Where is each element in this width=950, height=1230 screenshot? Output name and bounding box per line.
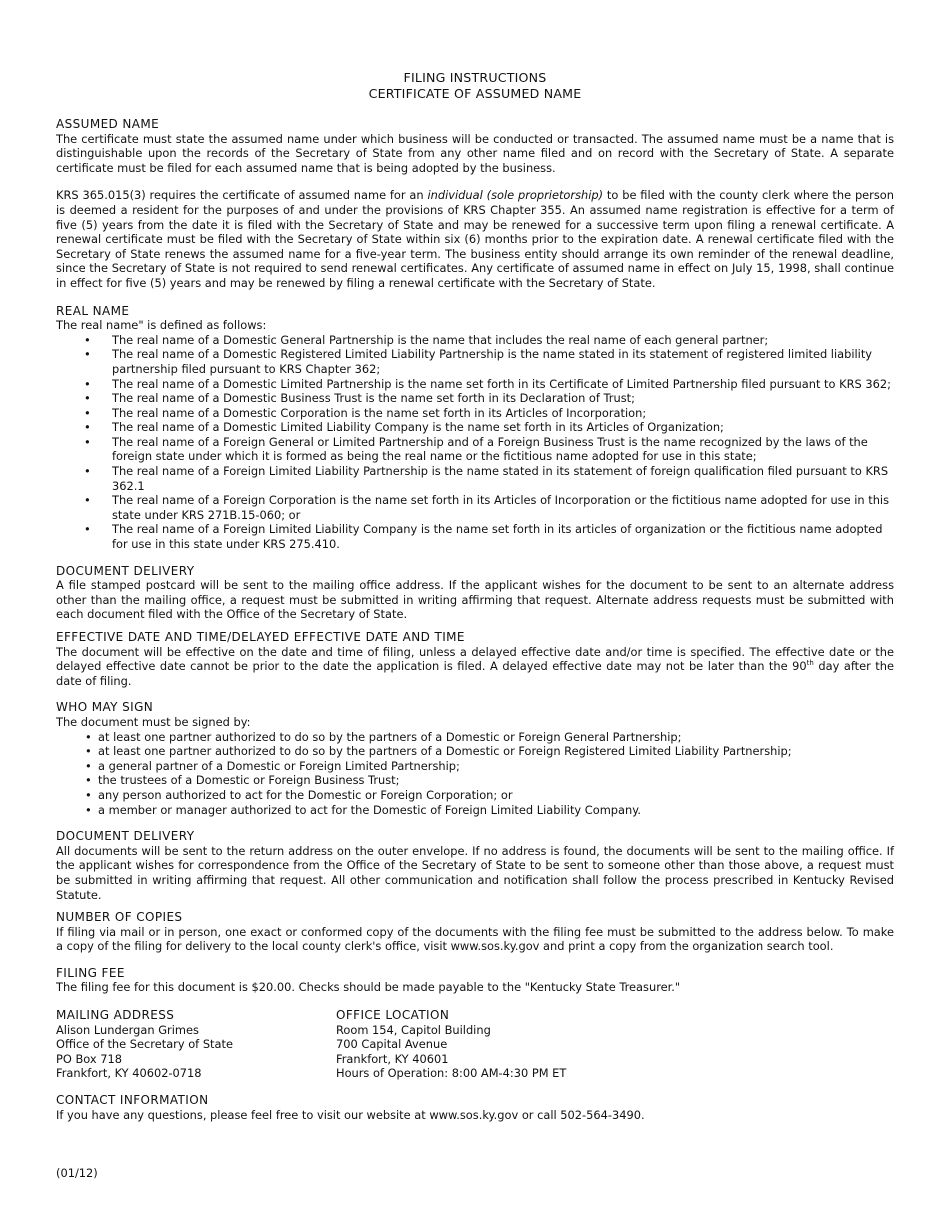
section-real-name — [56, 304, 894, 552]
address-line: Alison Lundergan Grimes — [56, 1022, 199, 1037]
contact-text: If you have any questions, please feel free to visit our website at www.sos.ky.gov or call 502-564-3490. — [56, 1107, 645, 1122]
list-item: • The real name of a Domestic General Partnership is the name that includes the real name of each general partner; — [56, 333, 894, 348]
list-item: • at least one partner authorized to do so by the partners of a Domestic or Foreign Registered Limited Liability Partnership; — [56, 744, 894, 759]
real-name-list — [56, 333, 894, 552]
address-line: Room 154, Capitol Building — [336, 1022, 491, 1037]
address-line: Frankfort, KY 40601 — [336, 1051, 449, 1066]
document-delivery-text: A file stamped postcard will be sent to the mailing office address. If the applicant wishes for the document to be sent to an alternate address other than the mailing office, a request must be submitted in writing affirming that request. Alternate address requests must be submitted with each document filed with the Office of the Secretary of State. — [56, 578, 894, 622]
section-assumed-name — [56, 117, 894, 291]
section-heading: MAILING ADDRESS — [56, 1008, 175, 1023]
page-title — [56, 70, 894, 101]
copies-text: If filing via mail or in person, one exact or conformed copy of the documents with the filing fee must be submitted to the address below. To make a copy of the filing for delivery to the local county clerk's office, visit www.sos.ky.gov and print a copy from the organization search tool. — [56, 924, 894, 954]
section-contact — [56, 1093, 894, 1122]
address-line: Hours of Operation: 8:00 AM-4:30 PM ET — [336, 1066, 567, 1081]
section-heading: WHO MAY SIGN — [56, 700, 154, 715]
address-line: PO Box 718 — [56, 1051, 122, 1066]
real-name-intro: The real name" is defined as follows: — [56, 318, 267, 333]
section-heading: REAL NAME — [56, 303, 130, 318]
title-line-1: FILING INSTRUCTIONS — [403, 70, 547, 85]
document-delivery-text: All documents will be sent to the return address on the outer envelope. If no address is found, the documents will be sent to the mailing office. If the applicant wishes for correspondence from the Office of the Secretary of State to be sent to someone other than those above, a request must be submitted in writing affirming that request. All other communication and notification shall follow the process prescribed in Kentucky Revised Statute. — [56, 843, 894, 902]
section-heading: CONTACT INFORMATION — [56, 1093, 209, 1108]
who-may-sign-intro: The document must be signed by: — [56, 714, 251, 729]
list-item: • The real name of a Foreign Limited Liability Partnership is the name stated in its statement of foreign qualification filed pursuant to KRS 362.1 — [56, 464, 894, 493]
section-heading: DOCUMENT DELIVERY — [56, 563, 195, 578]
list-item: • The real name of a Domestic Limited Liability Company is the name set forth in its Articles of Organization; — [56, 420, 894, 435]
list-item: • The real name of a Domestic Corporation is the name set forth in its Articles of Incorporation; — [56, 406, 894, 421]
signer-list — [56, 730, 894, 818]
section-filing-fee — [56, 966, 894, 995]
instructions-page — [56, 70, 894, 1122]
list-item: • The real name of a Foreign Corporation is the name set forth in its Articles of Incorporation or the fictitious name adopted for use in this state under KRS 271B.15-060; or — [56, 493, 894, 522]
section-heading: OFFICE LOCATION — [336, 1008, 450, 1023]
form-version: (01/12) — [56, 1166, 98, 1180]
section-heading: NUMBER OF COPIES — [56, 910, 183, 925]
list-item: • The real name of a Domestic Limited Partnership is the name set forth in its Certificate of Limited Partnership filed pursuant to KRS 362; — [56, 377, 894, 392]
section-heading: ASSUMED NAME — [56, 117, 160, 131]
office-location — [336, 1008, 736, 1081]
section-who-may-sign — [56, 700, 894, 817]
list-item: • a general partner of a Domestic or Foreign Limited Partnership; — [56, 759, 894, 774]
address-block — [56, 1008, 894, 1081]
assumed-name-para-1: The certificate must state the assumed name under which business will be conducted or transacted. The assumed name must be a name that is distinguishable upon the records of the Secretary of State from any other name filed and on record with the Secretary of State. A separate certificate must be filed for each assumed name that is being adopted by the business. — [56, 131, 894, 175]
list-item: • The real name of a Domestic Business Trust is the name set forth in its Declaration of Trust; — [56, 391, 894, 406]
title-line-2: CERTIFICATE OF ASSUMED NAME — [368, 85, 582, 101]
address-line: 700 Capital Avenue — [336, 1037, 448, 1052]
section-heading: FILING FEE — [56, 965, 125, 980]
assumed-name-para-2: KRS 365.015(3) requires the certificate of assumed name for an individual (sole proprietorship) to be filed with the county clerk where the person is deemed a resident for the purposes of and under the provisions of KRS Chapter 355. An assumed name registration is effective for a term of five (5) years from the date it is filed with the Secretary of State and may be renewed for a successive term upon filing a renewal certificate. A renewal certificate must be filed with the Secretary of State within six (6) months prior to the expiration date. A renewal certificate filed with the Secretary of State renews the assumed name for a five-year term. The business entity should arrange its own reminder of the renewal deadline, since the Secretary of State is not required to send renewal certificates. Any certificate of assumed name in effect on July 15, 1998, shall continue in effect for five (5) years and may be renewed by filing a renewal certificate with the Secretary of State. — [56, 188, 894, 290]
section-heading: EFFECTIVE DATE AND TIME/DELAYED EFFECTIVE DATE AND TIME — [56, 630, 465, 644]
list-item: • any person authorized to act for the Domestic or Foreign Corporation; or — [56, 788, 894, 803]
address-line: Office of the Secretary of State — [56, 1037, 233, 1052]
section-document-delivery-1 — [56, 564, 894, 622]
list-item: • a member or manager authorized to act for the Domestic of Foreign Limited Liability Company. — [56, 803, 894, 818]
filing-fee-text: The filing fee for this document is $20.00. Checks should be made payable to the "Kentucky State Treasurer." — [56, 980, 681, 995]
list-item: • The real name of a Foreign General or Limited Partnership and of a Foreign Business Trust is the name recognized by the laws of the foreign state under which it is formed as being the real name or the fictitious name adopted for use in this state; — [56, 435, 894, 464]
list-item: • at least one partner authorized to do so by the partners of a Domestic or Foreign General Partnership; — [56, 730, 894, 745]
list-item: • The real name of a Foreign Limited Liability Company is the name set forth in its articles of organization or the fictitious name adopted for use in this state under KRS 275.410. — [56, 522, 894, 551]
effective-date-text: The document will be effective on the date and time of filing, unless a delayed effective date and/or time is specified. The effective date or the delayed effective date cannot be prior to the date the application is filed. A delayed effective date may not be later than the 90th day after the date of filing. — [56, 644, 894, 688]
section-document-delivery-2 — [56, 829, 894, 902]
address-line: Frankfort, KY 40602-0718 — [56, 1066, 202, 1081]
list-item: • the trustees of a Domestic or Foreign Business Trust; — [56, 773, 894, 788]
mailing-address — [56, 1008, 336, 1081]
section-heading: DOCUMENT DELIVERY — [56, 829, 195, 844]
section-effective-date — [56, 630, 894, 688]
list-item: • The real name of a Domestic Registered Limited Liability Partnership is the name stated in its statement of registered limited liability partnership filed pursuant to KRS Chapter 362; — [56, 347, 894, 376]
section-number-of-copies — [56, 910, 894, 954]
